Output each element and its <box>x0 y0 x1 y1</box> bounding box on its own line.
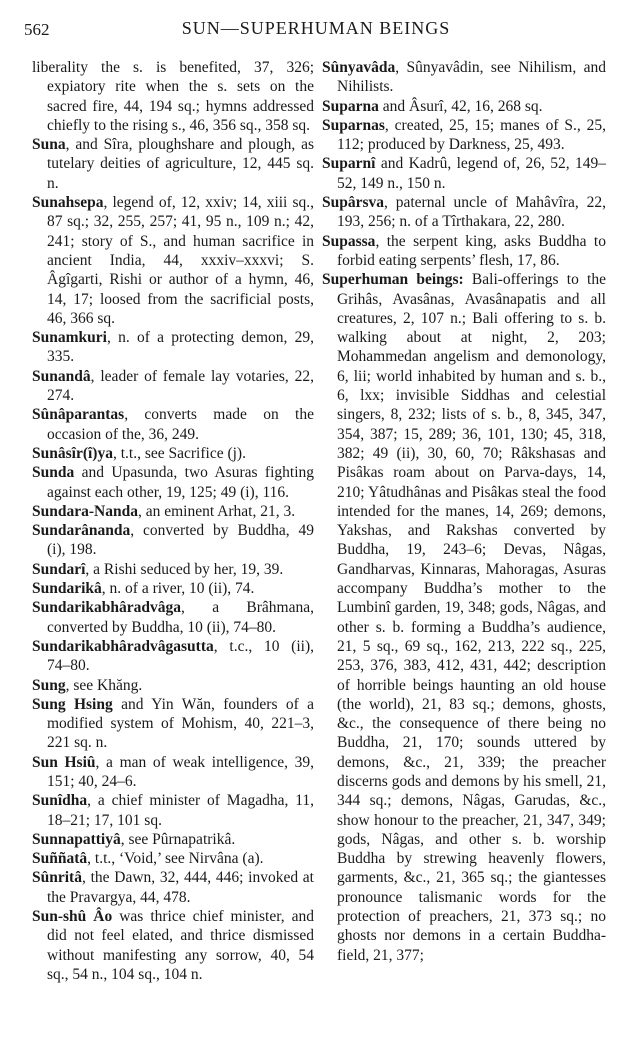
entry-text: Bali-offerings to the Grihâs, Avasânas, Avasânapatis and all creatures, 2, 107 n.; Bali offering to s. b. walking about at night, 2, 203; Mohammedan angelism and demonology, 6, lii; world inhabited by human and s. b., 6, lxx; invisible Siddhas and celestial singers, 8, 232; lists of s. b., 8, 345, 347, 354, 387; 15, 289; 36, 101, 130; 45, 318, 382; 49 (ii), 30, 60, 70; Râkshasas and Pisâkas roam about on Parva-days, 14, 210; Yâtudhânas and Pisâkas steal the food intended for the manes, 14, 269; demons, Yakshas, and Rakshas converted by Buddha, 19, 243–6; Devas, Nâgas, Gandharvas, Kinnaras, Mahoragas, Asuras accompany Buddha’s mother to the Lumbinî garden, 19, 348; gods, Nâgas, and other s. b. forming a Buddha’s audience, 21, 5 sq., 69 sq., 162, 213, 222 sq., 225, 253, 376, 383, 412, 431, 442; description of horrible beings haunting an old house (the world), 21, 83 sq.; demons, ghosts, &c., the consequence of there being no Buddha, 21, 170; sounds uttered by demons, &c., 21, 339; the preacher discerns gods and demons by his smell, 21, 344 sq.; demons, Nâgas, Garudas, &c., show honour to the preacher, 21, 347, 349; gods, Nâgas, and other s. b. worship Buddha by strewing heavenly flowers, garments, &c., 21, 365 sq.; the giantesses pronounce talismanic words for the protection of preachers, 21, 373 sq.; no ghosts nor demons in a certain Buddha-field, 21, 377; <box>337 271 606 964</box>
entry-text: , t.t., see Sacrifice (j). <box>112 444 246 462</box>
index-entry <box>32 579 314 598</box>
index-entry <box>32 598 314 637</box>
index-entry <box>322 116 606 155</box>
index-entry <box>32 135 314 193</box>
entry-text: , leader of female lay votaries, 22, 274. <box>47 367 314 405</box>
entry-text: , converts made on the occasion of the, 36, 249. <box>47 406 314 443</box>
index-entry <box>32 193 314 328</box>
entry-headword: Sung <box>32 676 66 694</box>
entry-headword: Sunâsîr(î)ya <box>32 444 113 462</box>
index-entry <box>32 676 314 695</box>
entry-headword: Suparna <box>322 97 379 115</box>
index-column-left <box>32 58 314 984</box>
index-entry <box>32 328 314 367</box>
entry-headword: Sûnritâ <box>32 869 82 887</box>
index-entry <box>32 830 314 849</box>
entry-text: , a chief minister of Magadha, 11, 18–21; 17, 101 sq. <box>47 792 314 829</box>
entry-text: liberality the s. is benefited, 37, 326; expiatory rite when the s. sets on the sacred fire, 44, 194 sq.; hymns addressed chiefly to the rising s., 46, 356 sq., 358 sq. <box>32 59 314 134</box>
entry-text: , paternal uncle of Mahâvîra, 22, 193, 256; n. of a Tîrthakara, 22, 280. <box>337 194 606 231</box>
index-entry <box>32 521 314 560</box>
page-number: 562 <box>24 20 50 39</box>
index-entry <box>32 463 314 502</box>
entry-headword: Suparnas <box>322 116 385 134</box>
entry-headword: Sundarî <box>32 560 86 578</box>
index-entry <box>322 270 606 965</box>
index-entry <box>322 232 606 271</box>
entry-headword: Sunîdha <box>32 792 88 810</box>
running-title: SUN—SUPERHUMAN BEINGS <box>181 18 451 38</box>
index-entry <box>32 367 314 406</box>
index-entry <box>322 193 606 232</box>
entry-headword: Sundarikabhâradvâgasutta <box>32 637 214 655</box>
entry-text: , an eminent Arhat, 21, 3. <box>137 502 296 520</box>
entry-headword: Sun Hsiû <box>32 753 96 771</box>
index-entry <box>32 637 314 676</box>
entry-text: and Kadrû, legend of, 26, 52, 149–52, 149 n., 150 n. <box>337 155 606 192</box>
entry-headword: Suparnî <box>322 155 376 173</box>
entry-text: , and Sîra, ploughshare and plough, as tutelary deities of agriculture, 12, 445 sq. n. <box>47 136 314 192</box>
entry-headword: Sunandâ <box>32 367 91 385</box>
entry-headword: Sundarikabhâradvâga <box>32 599 182 617</box>
entry-text: , the Dawn, 32, 444, 446; invoked at the Pravargya, 44, 478. <box>47 869 314 906</box>
index-entry <box>32 502 314 521</box>
entry-text: , created, 25, 15; manes of S., 25, 112; produced by Darkness, 25, 493. <box>337 116 606 154</box>
entry-text: and Âsurî, 42, 16, 268 sq. <box>378 97 543 115</box>
page-header <box>0 14 632 42</box>
entry-text: , converted by Buddha, 49 (i), 198. <box>47 522 314 559</box>
entry-headword: Sunda <box>32 464 75 482</box>
entry-text: , a man of weak intelligence, 39, 151; 40, 24–6. <box>47 753 314 790</box>
index-entry <box>32 868 314 907</box>
entry-text: , n. of a protecting demon, 29, 335. <box>47 329 314 366</box>
entry-headword: Sûnyavâda <box>322 59 396 76</box>
entry-text: was thrice chief minister, and did not feel elated, and thrice dismissed without manifesting any sorrow, 40, 54 sq., 54 n., 104 sq., 104 n. <box>47 908 314 983</box>
index-entry <box>32 444 314 463</box>
index-entry <box>32 695 314 753</box>
entry-headword: Supassa <box>322 232 376 250</box>
entry-headword: Sundarânanda <box>32 522 131 540</box>
entry-text: and Upasunda, two Asuras fighting against each other, 19, 125; 49 (i), 116. <box>47 464 314 501</box>
entry-headword: Sunamkuri <box>32 329 107 347</box>
entry-text: , see Khăng. <box>65 676 143 694</box>
entry-text: , see Pûrnapatrikâ. <box>120 830 236 848</box>
entry-headword: Sunahsepa <box>32 194 104 212</box>
index-entry <box>32 58 314 135</box>
entry-text: , n. of a river, 10 (ii), 74. <box>101 580 255 598</box>
entry-headword: Sung Hsing <box>32 695 113 713</box>
index-entry <box>32 560 314 579</box>
entry-headword: Sundarikâ <box>32 580 102 598</box>
entry-text: and Yin Wăn, founders of a modified system of Mohism, 40, 221–3, 221 sq. n. <box>47 695 314 752</box>
entry-headword: Suna <box>32 136 66 154</box>
index-entry <box>322 97 606 116</box>
index-entry <box>32 849 314 868</box>
entry-headword: Sunnapattiyâ <box>32 830 121 848</box>
index-entry <box>32 753 314 792</box>
entry-headword: Sûnâparantas <box>32 406 125 424</box>
index-entry <box>322 154 606 193</box>
entry-headword: Sun-shû Âo <box>32 908 113 926</box>
entry-text: , Sûnyavâdin, see Nihilism, and Nihilists. <box>337 59 606 96</box>
entry-text: , a Rishi seduced by her, 19, 39. <box>85 560 284 578</box>
index-column-right <box>322 58 606 965</box>
entry-headword: Sundara-Nanda <box>32 502 138 520</box>
index-entry <box>32 907 314 984</box>
index-entry <box>32 405 314 444</box>
entry-text: , t.c., 10 (ii), 74–80. <box>47 637 314 675</box>
entry-text: , a Brâhmana, converted by Buddha, 10 (ii), 74–80. <box>47 599 314 636</box>
index-entry <box>32 791 314 830</box>
entry-headword: Superhuman beings: <box>322 271 464 289</box>
index-entry <box>322 58 606 97</box>
entry-headword: Suññatâ <box>32 850 88 868</box>
entry-text: , legend of, 12, xxiv; 14, xiii sq., 87 sq.; 32, 255, 257; 41, 95 n., 109 n.; 42, 241; story of S., and human sacrifice in ancient India, 44, xxxiv–xxxvi; S. Âgîgarti, Rishi or author of a hymn, 46, 14, 17; loosed from the sacrificial posts, 46, 366 sq. <box>47 194 314 327</box>
entry-headword: Supârsva <box>322 194 385 212</box>
entry-text: , the serpent king, asks Buddha to forbid eating serpents’ flesh, 17, 86. <box>337 232 606 269</box>
entry-text: , t.t., ‘Void,’ see Nirvâna (a). <box>87 850 264 868</box>
